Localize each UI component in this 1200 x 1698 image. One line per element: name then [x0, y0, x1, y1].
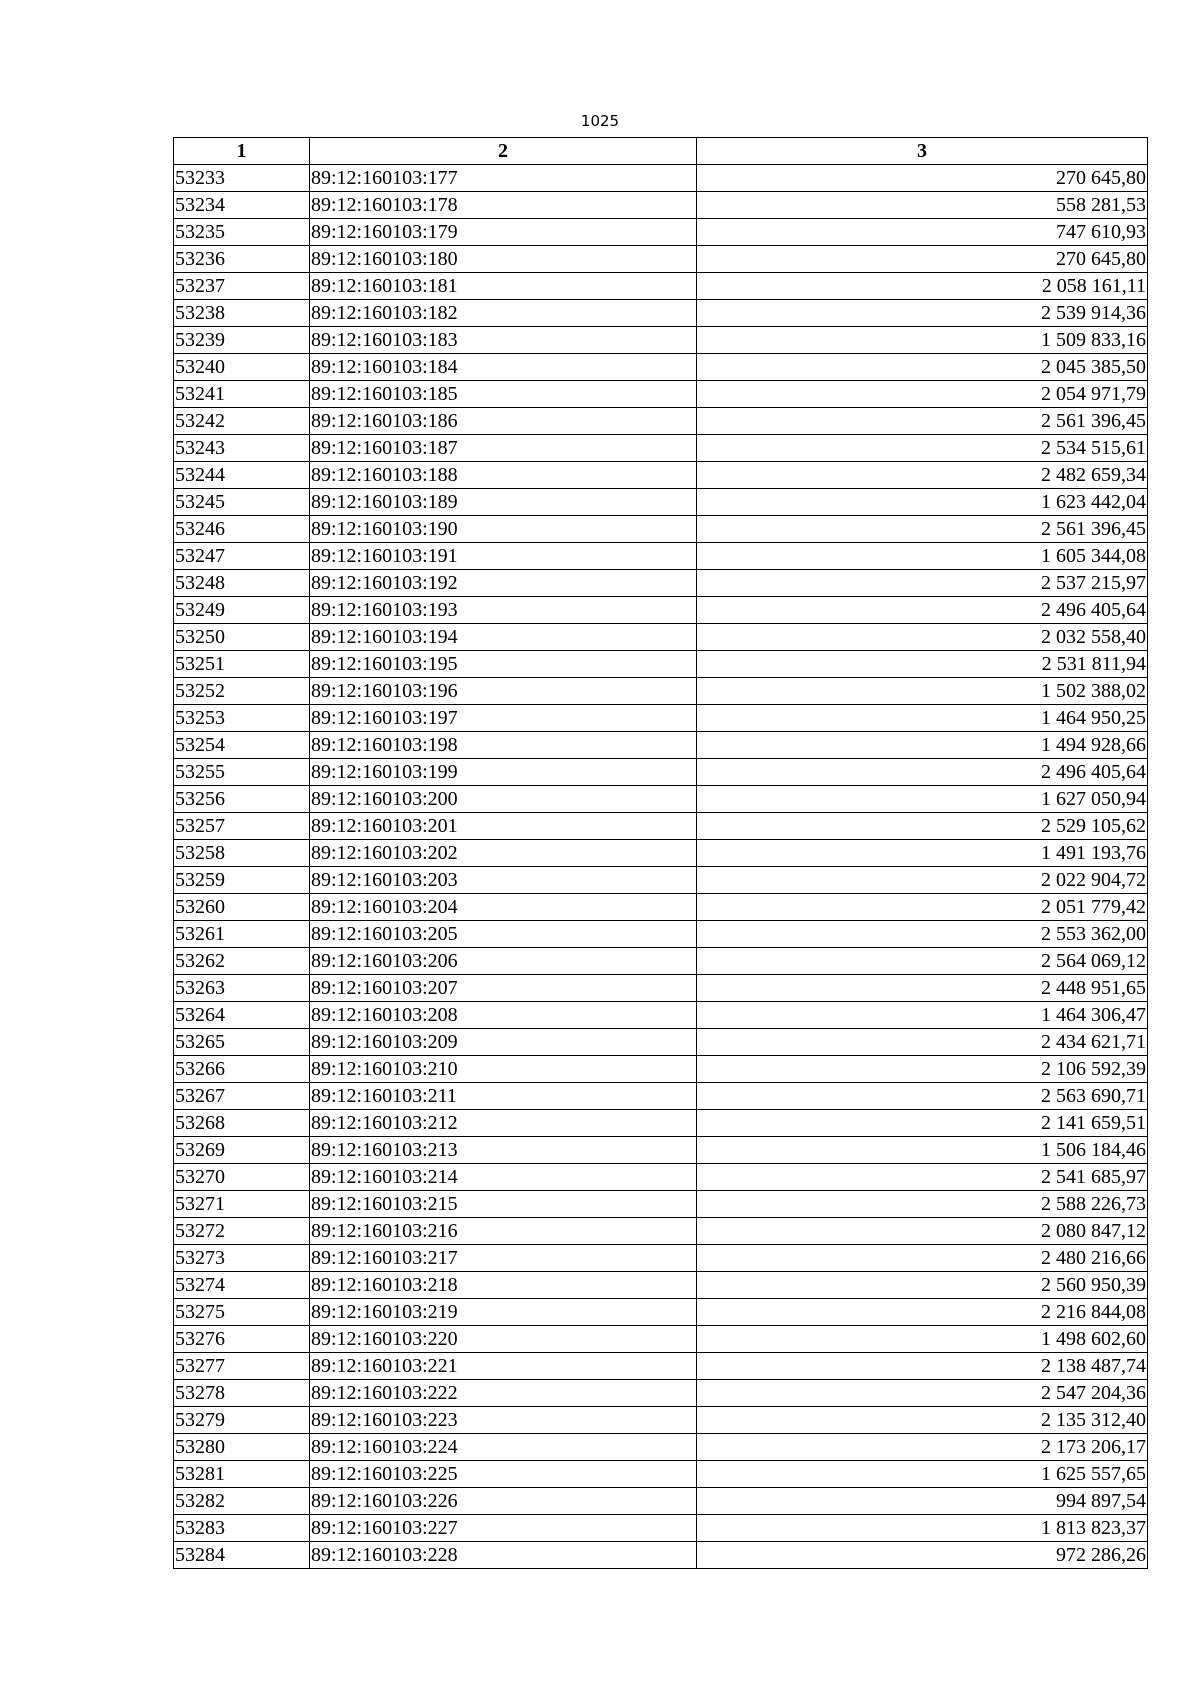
row-number-cell: 53258 — [174, 840, 310, 867]
table-row — [174, 489, 1148, 516]
table-row — [174, 1299, 1148, 1326]
row-number-cell: 53237 — [174, 273, 310, 300]
value-cell: 2 054 971,79 — [697, 381, 1148, 408]
value-cell: 2 539 914,36 — [697, 300, 1148, 327]
table-row — [174, 1110, 1148, 1137]
row-number-cell: 53235 — [174, 219, 310, 246]
cadastral-number-cell: 89:12:160103:200 — [310, 786, 697, 813]
cadastral-number-cell: 89:12:160103:210 — [310, 1056, 697, 1083]
value-cell: 2 448 951,65 — [697, 975, 1148, 1002]
cadastral-number-cell: 89:12:160103:191 — [310, 543, 697, 570]
value-cell: 2 560 950,39 — [697, 1272, 1148, 1299]
row-number-cell: 53253 — [174, 705, 310, 732]
value-cell: 1 464 950,25 — [697, 705, 1148, 732]
column-header-2: 2 — [310, 138, 697, 165]
table-row — [174, 273, 1148, 300]
cadastral-number-cell: 89:12:160103:208 — [310, 1002, 697, 1029]
cadastral-number-cell: 89:12:160103:225 — [310, 1461, 697, 1488]
row-number-cell: 53272 — [174, 1218, 310, 1245]
table-row — [174, 219, 1148, 246]
cadastral-number-cell: 89:12:160103:219 — [310, 1299, 697, 1326]
row-number-cell: 53256 — [174, 786, 310, 813]
cadastral-number-cell: 89:12:160103:217 — [310, 1245, 697, 1272]
row-number-cell: 53243 — [174, 435, 310, 462]
table-row — [174, 354, 1148, 381]
table-row — [174, 1542, 1148, 1569]
value-cell: 2 563 690,71 — [697, 1083, 1148, 1110]
row-number-cell: 53273 — [174, 1245, 310, 1272]
value-cell: 1 623 442,04 — [697, 489, 1148, 516]
row-number-cell: 53249 — [174, 597, 310, 624]
table-row — [174, 948, 1148, 975]
value-cell: 2 058 161,11 — [697, 273, 1148, 300]
table-row — [174, 1002, 1148, 1029]
cadastral-number-cell: 89:12:160103:216 — [310, 1218, 697, 1245]
table-row — [174, 597, 1148, 624]
value-cell: 2 434 621,71 — [697, 1029, 1148, 1056]
value-cell: 1 502 388,02 — [697, 678, 1148, 705]
cadastral-number-cell: 89:12:160103:221 — [310, 1353, 697, 1380]
row-number-cell: 53241 — [174, 381, 310, 408]
value-cell: 2 173 206,17 — [697, 1434, 1148, 1461]
table-row — [174, 1272, 1148, 1299]
value-cell: 2 564 069,12 — [697, 948, 1148, 975]
cadastral-number-cell: 89:12:160103:220 — [310, 1326, 697, 1353]
table-row — [174, 1083, 1148, 1110]
row-number-cell: 53268 — [174, 1110, 310, 1137]
value-cell: 2 480 216,66 — [697, 1245, 1148, 1272]
row-number-cell: 53254 — [174, 732, 310, 759]
cadastral-number-cell: 89:12:160103:182 — [310, 300, 697, 327]
row-number-cell: 53275 — [174, 1299, 310, 1326]
table-row — [174, 786, 1148, 813]
value-cell: 2 045 385,50 — [697, 354, 1148, 381]
row-number-cell: 53269 — [174, 1137, 310, 1164]
cadastral-number-cell: 89:12:160103:186 — [310, 408, 697, 435]
table-row — [174, 1245, 1148, 1272]
cadastral-number-cell: 89:12:160103:177 — [310, 165, 697, 192]
value-cell: 1 625 557,65 — [697, 1461, 1148, 1488]
cadastral-number-cell: 89:12:160103:195 — [310, 651, 697, 678]
value-cell: 2 541 685,97 — [697, 1164, 1148, 1191]
row-number-cell: 53239 — [174, 327, 310, 354]
table-body — [174, 165, 1148, 1569]
value-cell: 1 506 184,46 — [697, 1137, 1148, 1164]
cadastral-number-cell: 89:12:160103:188 — [310, 462, 697, 489]
row-number-cell: 53270 — [174, 1164, 310, 1191]
row-number-cell: 53236 — [174, 246, 310, 273]
table-row — [174, 327, 1148, 354]
table-row — [174, 192, 1148, 219]
table-row — [174, 246, 1148, 273]
row-number-cell: 53280 — [174, 1434, 310, 1461]
value-cell: 2 547 204,36 — [697, 1380, 1148, 1407]
row-number-cell: 53266 — [174, 1056, 310, 1083]
value-cell: 1 627 050,94 — [697, 786, 1148, 813]
value-cell: 270 645,80 — [697, 246, 1148, 273]
table-row — [174, 1353, 1148, 1380]
cadastral-number-cell: 89:12:160103:185 — [310, 381, 697, 408]
row-number-cell: 53252 — [174, 678, 310, 705]
cadastral-number-cell: 89:12:160103:183 — [310, 327, 697, 354]
row-number-cell: 53240 — [174, 354, 310, 381]
cadastral-number-cell: 89:12:160103:206 — [310, 948, 697, 975]
table-row — [174, 1380, 1148, 1407]
cadastral-number-cell: 89:12:160103:211 — [310, 1083, 697, 1110]
cadastral-number-cell: 89:12:160103:199 — [310, 759, 697, 786]
row-number-cell: 53250 — [174, 624, 310, 651]
value-cell: 2 537 215,97 — [697, 570, 1148, 597]
row-number-cell: 53274 — [174, 1272, 310, 1299]
cadastral-number-cell: 89:12:160103:194 — [310, 624, 697, 651]
value-cell: 2 216 844,08 — [697, 1299, 1148, 1326]
row-number-cell: 53264 — [174, 1002, 310, 1029]
cadastral-number-cell: 89:12:160103:224 — [310, 1434, 697, 1461]
table-row — [174, 1218, 1148, 1245]
cadastral-number-cell: 89:12:160103:187 — [310, 435, 697, 462]
row-number-cell: 53255 — [174, 759, 310, 786]
cadastral-number-cell: 89:12:160103:203 — [310, 867, 697, 894]
row-number-cell: 53248 — [174, 570, 310, 597]
value-cell: 2 138 487,74 — [697, 1353, 1148, 1380]
cadastral-number-cell: 89:12:160103:218 — [310, 1272, 697, 1299]
row-number-cell: 53281 — [174, 1461, 310, 1488]
value-cell: 1 605 344,08 — [697, 543, 1148, 570]
cadastral-number-cell: 89:12:160103:196 — [310, 678, 697, 705]
column-header-1: 1 — [174, 138, 310, 165]
value-cell: 2 561 396,45 — [697, 408, 1148, 435]
row-number-cell: 53265 — [174, 1029, 310, 1056]
table-row — [174, 1137, 1148, 1164]
row-number-cell: 53283 — [174, 1515, 310, 1542]
table-row — [174, 921, 1148, 948]
table-row — [174, 1164, 1148, 1191]
row-number-cell: 53284 — [174, 1542, 310, 1569]
table-row — [174, 651, 1148, 678]
cadastral-number-cell: 89:12:160103:189 — [310, 489, 697, 516]
cadastral-number-cell: 89:12:160103:193 — [310, 597, 697, 624]
table-row — [174, 759, 1148, 786]
value-cell: 2 496 405,64 — [697, 759, 1148, 786]
cadastral-number-cell: 89:12:160103:212 — [310, 1110, 697, 1137]
table-row — [174, 1029, 1148, 1056]
cadastral-number-cell: 89:12:160103:192 — [310, 570, 697, 597]
value-cell: 2 561 396,45 — [697, 516, 1148, 543]
cadastral-number-cell: 89:12:160103:205 — [310, 921, 697, 948]
cadastral-number-cell: 89:12:160103:227 — [310, 1515, 697, 1542]
table-row — [174, 1191, 1148, 1218]
value-cell: 2 141 659,51 — [697, 1110, 1148, 1137]
row-number-cell: 53244 — [174, 462, 310, 489]
page-number: 1025 — [580, 112, 620, 130]
row-number-cell: 53257 — [174, 813, 310, 840]
cadastral-number-cell: 89:12:160103:213 — [310, 1137, 697, 1164]
table-row — [174, 813, 1148, 840]
cadastral-number-cell: 89:12:160103:179 — [310, 219, 697, 246]
column-header-3: 3 — [697, 138, 1148, 165]
table-row — [174, 1056, 1148, 1083]
value-cell: 2 534 515,61 — [697, 435, 1148, 462]
row-number-cell: 53245 — [174, 489, 310, 516]
value-cell: 972 286,26 — [697, 1542, 1148, 1569]
value-cell: 2 496 405,64 — [697, 597, 1148, 624]
cadastral-number-cell: 89:12:160103:209 — [310, 1029, 697, 1056]
cadastral-number-cell: 89:12:160103:190 — [310, 516, 697, 543]
value-cell: 2 080 847,12 — [697, 1218, 1148, 1245]
table-row — [174, 1407, 1148, 1434]
value-cell: 2 106 592,39 — [697, 1056, 1148, 1083]
table-row — [174, 165, 1148, 192]
row-number-cell: 53259 — [174, 867, 310, 894]
table-row — [174, 1488, 1148, 1515]
value-cell: 994 897,54 — [697, 1488, 1148, 1515]
table-row — [174, 705, 1148, 732]
table-row — [174, 975, 1148, 1002]
value-cell: 1 491 193,76 — [697, 840, 1148, 867]
value-cell: 2 482 659,34 — [697, 462, 1148, 489]
table-row — [174, 840, 1148, 867]
value-cell: 2 135 312,40 — [697, 1407, 1148, 1434]
cadastral-number-cell: 89:12:160103:207 — [310, 975, 697, 1002]
value-cell: 1 813 823,37 — [697, 1515, 1148, 1542]
row-number-cell: 53276 — [174, 1326, 310, 1353]
table-row — [174, 894, 1148, 921]
cadastral-number-cell: 89:12:160103:223 — [310, 1407, 697, 1434]
cadastral-number-cell: 89:12:160103:198 — [310, 732, 697, 759]
value-cell: 2 032 558,40 — [697, 624, 1148, 651]
cadastral-number-cell: 89:12:160103:202 — [310, 840, 697, 867]
table-row — [174, 300, 1148, 327]
table-row — [174, 462, 1148, 489]
cadastral-number-cell: 89:12:160103:226 — [310, 1488, 697, 1515]
cadastral-number-cell: 89:12:160103:178 — [310, 192, 697, 219]
table-row — [174, 1461, 1148, 1488]
row-number-cell: 53242 — [174, 408, 310, 435]
table-row — [174, 1434, 1148, 1461]
row-number-cell: 53262 — [174, 948, 310, 975]
table-row — [174, 570, 1148, 597]
table-row — [174, 1326, 1148, 1353]
value-cell: 270 645,80 — [697, 165, 1148, 192]
value-cell: 2 529 105,62 — [697, 813, 1148, 840]
table-row — [174, 381, 1148, 408]
value-cell: 1 509 833,16 — [697, 327, 1148, 354]
cadastral-number-cell: 89:12:160103:204 — [310, 894, 697, 921]
table-row — [174, 543, 1148, 570]
value-cell: 2 022 904,72 — [697, 867, 1148, 894]
row-number-cell: 53282 — [174, 1488, 310, 1515]
table-row — [174, 516, 1148, 543]
row-number-cell: 53271 — [174, 1191, 310, 1218]
row-number-cell: 53278 — [174, 1380, 310, 1407]
row-number-cell: 53277 — [174, 1353, 310, 1380]
table-row — [174, 624, 1148, 651]
row-number-cell: 53233 — [174, 165, 310, 192]
table-row — [174, 678, 1148, 705]
cadastral-number-cell: 89:12:160103:197 — [310, 705, 697, 732]
value-cell: 558 281,53 — [697, 192, 1148, 219]
value-cell: 2 051 779,42 — [697, 894, 1148, 921]
cadastral-number-cell: 89:12:160103:181 — [310, 273, 697, 300]
table-row — [174, 732, 1148, 759]
value-cell: 2 553 362,00 — [697, 921, 1148, 948]
row-number-cell: 53251 — [174, 651, 310, 678]
cadastral-number-cell: 89:12:160103:180 — [310, 246, 697, 273]
cadastral-number-cell: 89:12:160103:201 — [310, 813, 697, 840]
value-cell: 2 531 811,94 — [697, 651, 1148, 678]
table-row — [174, 1515, 1148, 1542]
table-row — [174, 408, 1148, 435]
cadastral-number-cell: 89:12:160103:228 — [310, 1542, 697, 1569]
row-number-cell: 53238 — [174, 300, 310, 327]
row-number-cell: 53246 — [174, 516, 310, 543]
table-header — [174, 138, 1148, 165]
table-row — [174, 435, 1148, 462]
row-number-cell: 53247 — [174, 543, 310, 570]
cadastral-number-cell: 89:12:160103:215 — [310, 1191, 697, 1218]
cadastral-number-cell: 89:12:160103:214 — [310, 1164, 697, 1191]
value-cell: 1 498 602,60 — [697, 1326, 1148, 1353]
cadastral-number-cell: 89:12:160103:184 — [310, 354, 697, 381]
row-number-cell: 53267 — [174, 1083, 310, 1110]
value-cell: 747 610,93 — [697, 219, 1148, 246]
row-number-cell: 53263 — [174, 975, 310, 1002]
value-cell: 2 588 226,73 — [697, 1191, 1148, 1218]
value-cell: 1 494 928,66 — [697, 732, 1148, 759]
row-number-cell: 53260 — [174, 894, 310, 921]
table-row — [174, 867, 1148, 894]
header-row — [174, 138, 1148, 165]
value-cell: 1 464 306,47 — [697, 1002, 1148, 1029]
cadastral-number-cell: 89:12:160103:222 — [310, 1380, 697, 1407]
row-number-cell: 53234 — [174, 192, 310, 219]
data-table — [173, 137, 1148, 1569]
row-number-cell: 53279 — [174, 1407, 310, 1434]
row-number-cell: 53261 — [174, 921, 310, 948]
